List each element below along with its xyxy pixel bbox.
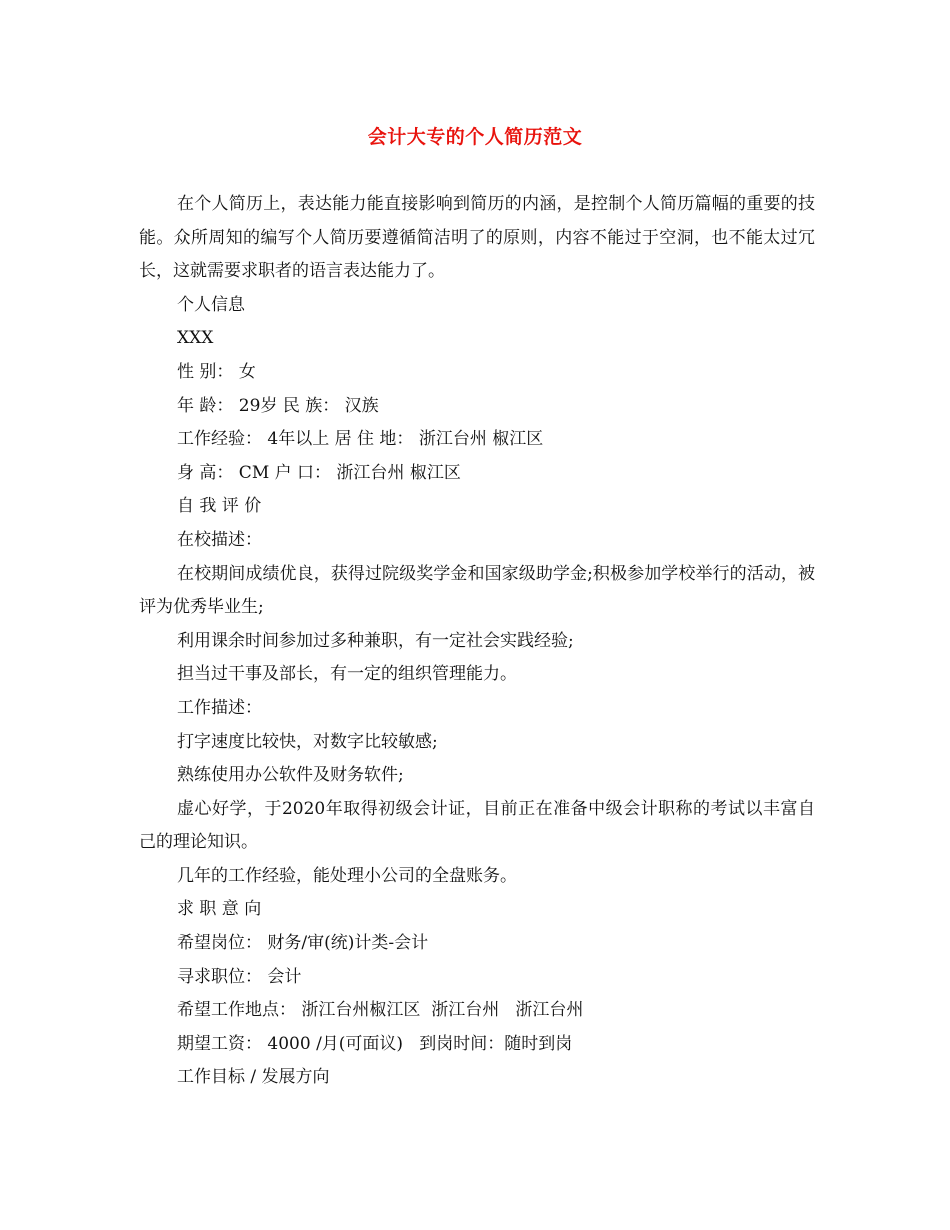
desired-location-line: 希望工作地点： 浙江台州椒江区 浙江台州 浙江台州 bbox=[177, 1000, 584, 1021]
leadership-paragraph: 担当过干事及部长，有一定的组织管理能力。 bbox=[177, 664, 517, 685]
salary-availability-line: 期望工资： 4000 /月(可面议) 到岗时间：随时到岗 bbox=[177, 1033, 573, 1054]
document-title: 会计大专的个人简历范文 bbox=[367, 126, 583, 148]
experience-residence-line: 工作经验： 4年以上 居 住 地： 浙江台州 椒江区 bbox=[177, 429, 544, 450]
school-description-paragraph: 在校期间成绩优良，获得过院级奖学金和国家级助学金;积极参加学校举行的活动，被评为优秀毕业生; bbox=[139, 563, 815, 618]
typing-paragraph: 打字速度比较快，对数字比较敏感; bbox=[177, 731, 438, 752]
height-hukou-line: 身 高： CM 户 口： 浙江台州 椒江区 bbox=[177, 462, 461, 483]
gender-line: 性 别： 女 bbox=[177, 361, 256, 382]
part-time-paragraph: 利用课余时间参加过多种兼职，有一定社会实践经验; bbox=[177, 630, 574, 651]
desired-position-line: 希望岗位： 财务/审(统)计类-会计 bbox=[177, 933, 429, 954]
name-line: XXX bbox=[177, 328, 214, 349]
accounting-experience-paragraph: 几年的工作经验，能处理小公司的全盘账务。 bbox=[177, 865, 517, 886]
section-heading-job-intention: 求 职 意 向 bbox=[177, 899, 262, 920]
section-heading-personal-info: 个人信息 bbox=[177, 294, 245, 315]
sought-role-line: 寻求职位： 会计 bbox=[177, 966, 302, 987]
intro-paragraph: 在个人简历上，表达能力能直接影响到简历的内涵，是控制个人简历篇幅的重要的技能。众所周知的编写个人简历要遵循简洁明了的原则，内容不能过于空洞，也不能太过冗长，这就需要求职者的语言表达能力了。 bbox=[139, 194, 815, 282]
school-description-label: 在校描述： bbox=[177, 529, 262, 550]
age-ethnicity-line: 年 龄： 29岁 民 族： 汉族 bbox=[177, 395, 379, 416]
document-body bbox=[139, 188, 815, 1095]
software-paragraph: 熟练使用办公软件及财务软件; bbox=[177, 765, 404, 786]
work-description-label: 工作描述： bbox=[177, 697, 262, 718]
section-heading-self-evaluation: 自 我 评 价 bbox=[177, 496, 262, 517]
section-heading-career-goal: 工作目标 / 发展方向 bbox=[177, 1067, 330, 1088]
certificate-paragraph: 虚心好学，于2020年取得初级会计证，目前正在准备中级会计职称的考试以丰富自己的理论知识。 bbox=[139, 798, 815, 853]
